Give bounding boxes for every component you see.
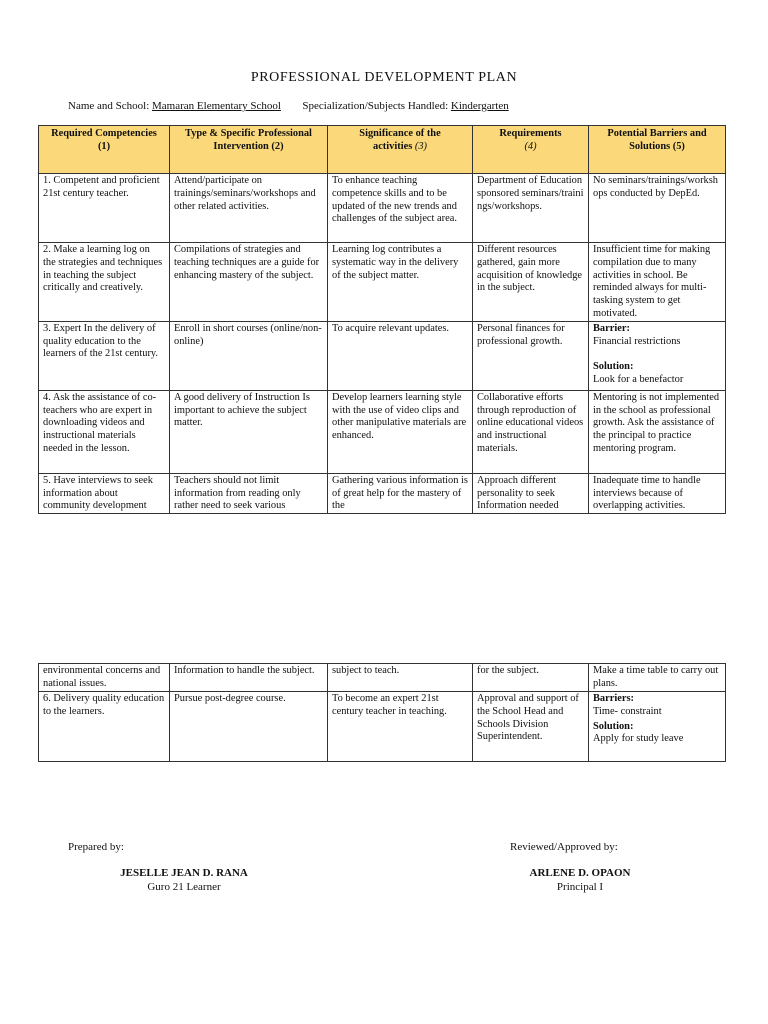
solution-text: Apply for study leave — [593, 733, 684, 745]
table-row — [39, 692, 726, 762]
specialization-value: Kindergarten — [450, 100, 509, 112]
intervention-cell: Information to handle the subject. — [170, 664, 328, 692]
specialization-label: Specialization/Subjects Handled: — [302, 100, 449, 112]
competency-cell: 4. Ask the assistance of co-teachers who are expert in downloading videos and instructional materials needed in the lesson. — [39, 390, 170, 473]
barriers-cell: Mentoring is not implemented in the school as professional growth. Ask the assistance of the principal to practice mentoring program. — [589, 390, 726, 473]
significance-cell: subject to teach. — [328, 664, 473, 692]
prepared-by-role: Guro 21 Learner — [147, 881, 221, 893]
barrier-label: Barriers: — [593, 693, 634, 704]
intervention-cell: Pursue post-degree course. — [170, 692, 328, 762]
solution-label: Solution: — [593, 720, 634, 732]
barrier-text: Financial restrictions — [593, 335, 681, 347]
prepared-by-name: JESELLE JEAN D. RANA — [120, 867, 248, 879]
table-row — [39, 473, 726, 513]
competency-cell: 6. Delivery quality education to the learners. — [39, 692, 170, 762]
barriers-cell — [589, 321, 726, 390]
solution-label: Solution: — [593, 361, 634, 373]
development-plan-table — [38, 125, 726, 514]
header-significance: Significance of the activities (3) — [328, 126, 473, 174]
barriers-cell: Insufficient time for making compilation due to many activities in school. Be reminded always for multi-tasking system to get motivated. — [589, 243, 726, 322]
reviewed-by-role: Principal I — [556, 881, 604, 893]
intervention-cell: Compilations of strategies and teaching techniques are a guide for enhancing mastery of the subject. — [170, 243, 328, 322]
table-row — [39, 390, 726, 473]
intervention-cell: A good delivery of Instruction Is important to achieve the subject matter. — [170, 390, 328, 473]
reviewed-by-label: Reviewed/Approved by: — [510, 841, 618, 853]
header-required-competencies: Required Competencies (1) — [39, 126, 170, 174]
requirements-cell: Approval and support of the School Head and Schools Division Superintendent. — [473, 692, 589, 762]
table-row — [39, 243, 726, 322]
intervention-cell: Enroll in short courses (online/non-online) — [170, 321, 328, 390]
barriers-cell — [589, 692, 726, 762]
header-barriers-solutions: Potential Barriers and Solutions (5) — [589, 126, 726, 174]
barrier-text: Time- constraint — [593, 705, 662, 717]
significance-cell: Gathering various information is of great help for the mastery of the — [328, 473, 473, 513]
table-row — [39, 664, 726, 692]
competency-cell: 3. Expert In the delivery of quality education to the learners of the 21st century. — [39, 321, 170, 390]
barriers-cell: Make a time table to carry out plans. — [589, 664, 726, 692]
document-title: PROFESSIONAL DEVELOPMENT PLAN — [250, 70, 518, 85]
significance-cell: To enhance teaching competence skills and to be updated of the new trends and challenges of the subject area. — [328, 174, 473, 243]
significance-cell: To acquire relevant updates. — [328, 321, 473, 390]
requirements-cell: Approach different personality to seek Information needed — [473, 473, 589, 513]
competency-cell: 5. Have interviews to seek information about community development — [39, 473, 170, 513]
reviewed-by-name: ARLENE D. OPAON — [529, 867, 631, 879]
requirements-cell: Collaborative efforts through reproduction of online educational videos and instructional materials. — [473, 390, 589, 473]
table-row — [39, 321, 726, 390]
header-row — [39, 126, 726, 174]
solution-text: Look for a benefactor — [593, 374, 684, 386]
header-intervention: Type & Specific Professional Intervention (2) — [170, 126, 328, 174]
intervention-cell: Attend/participate on trainings/seminars/workshops and other related activities. — [170, 174, 328, 243]
header-info — [68, 100, 509, 112]
requirements-cell: for the subject. — [473, 664, 589, 692]
significance-cell: Learning log contributes a systematic way in the delivery of the subject matter. — [328, 243, 473, 322]
competency-cell: 1. Competent and proficient 21st century teacher. — [39, 174, 170, 243]
barriers-cell: No seminars/trainings/workshops conducted by DepEd. — [589, 174, 726, 243]
development-plan-table-continued — [38, 663, 726, 762]
barrier-label: Barrier: — [593, 322, 630, 334]
barriers-cell: Inadequate time to handle interviews because of overlapping activities. — [589, 473, 726, 513]
school-name: Mamaran Elementary School — [152, 100, 281, 112]
prepared-by-label: Prepared by: — [68, 841, 124, 853]
requirements-cell: Different resources gathered, gain more acquisition of knowledge in the subject. — [473, 243, 589, 322]
header-requirements: Requirements (4) — [473, 126, 589, 174]
competency-cell: environmental concerns and national issues. — [39, 664, 170, 692]
table-row — [39, 174, 726, 243]
significance-cell: Develop learners learning style with the use of video clips and other manipulative materials are enhanced. — [328, 390, 473, 473]
requirements-cell: Personal finances for professional growth. — [473, 321, 589, 390]
significance-cell: To become an expert 21st century teacher in teaching. — [328, 692, 473, 762]
competency-cell: 2. Make a learning log on the strategies and techniques in teaching the subject critically and creatively. — [39, 243, 170, 322]
intervention-cell: Teachers should not limit information from reading only rather need to seek various — [170, 473, 328, 513]
name-school-label: Name and School: — [68, 100, 150, 112]
requirements-cell: Department of Education sponsored seminars/trainings/workshops. — [473, 174, 589, 243]
